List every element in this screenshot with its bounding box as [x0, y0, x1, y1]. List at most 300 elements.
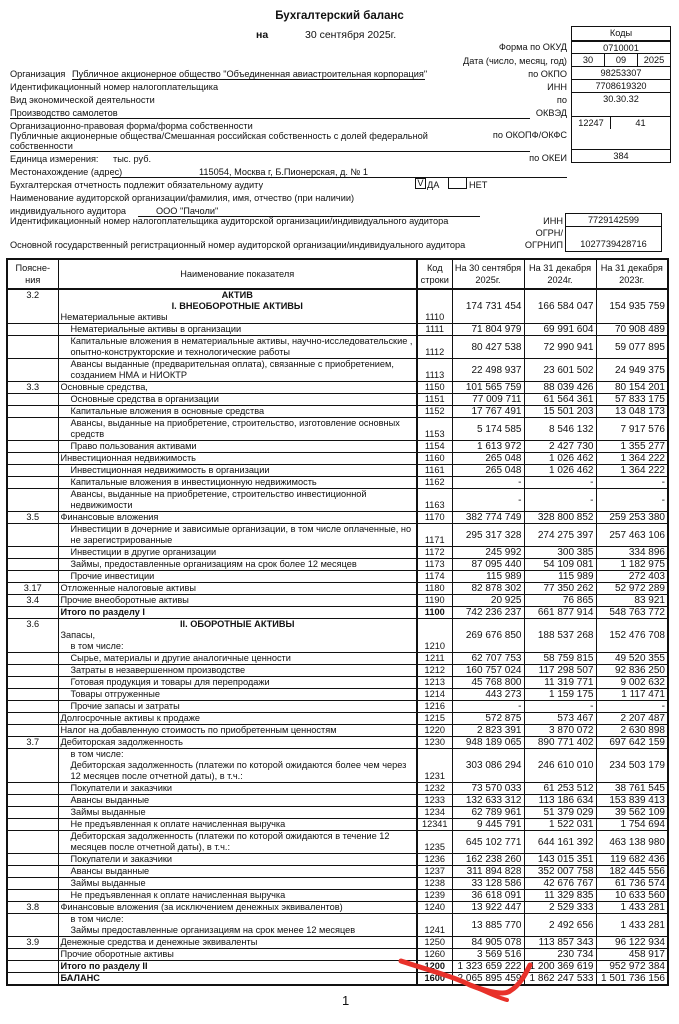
row-indicator-name — [58, 949, 417, 961]
row-line-code: 1241 — [417, 914, 452, 937]
audit-label: Бухгалтерская отчетность подлежит обязательному аудиту — [10, 180, 264, 190]
value-dec-2023: 59 077 895 — [596, 336, 668, 359]
table-row — [7, 394, 668, 406]
value-sep-2025: 33 128 586 — [452, 878, 524, 890]
value-sep-2025: 13 922 447 — [452, 902, 524, 914]
value-dec-2024: 1 522 031 — [524, 819, 596, 831]
value-sep-2025: 101 565 759 — [452, 382, 524, 394]
row-line-code: 1212 — [417, 665, 452, 677]
row-indicator-name — [58, 737, 417, 749]
value-dec-2024: 2 427 730 — [524, 441, 596, 453]
value-dec-2023: 24 949 375 — [596, 359, 668, 382]
auditor-inn-code-label: ИНН — [543, 216, 563, 226]
row-explanation — [7, 890, 58, 902]
table-row — [7, 665, 668, 677]
section-heading: I. ВНЕОБОРОТНЫЕ АКТИВЫ — [171, 301, 303, 311]
table-row — [7, 441, 668, 453]
row-line-code: 1216 — [417, 701, 452, 713]
auditor-ogrn-code-label-2: ОГРНИП — [524, 240, 563, 250]
row-explanation — [7, 406, 58, 418]
value-dec-2024: 115 989 — [524, 571, 596, 583]
row-line-code: 1100 — [417, 607, 452, 619]
indicator-text: Авансы выданные (предварительная оплата), связанные с приобретением, созданием НМА и НИОКТР — [70, 359, 394, 380]
value-dec-2023: 1 182 975 — [596, 559, 668, 571]
value-dec-2023: - — [596, 489, 668, 512]
table-row — [7, 619, 668, 653]
value-dec-2024: 69 991 604 — [524, 324, 596, 336]
row-indicator-name — [58, 619, 417, 653]
row-explanation: 3.8 — [7, 902, 58, 914]
row-line-code: 1232 — [417, 783, 452, 795]
value-dec-2023: 7 917 576 — [596, 418, 668, 441]
value-dec-2023: 697 642 159 — [596, 737, 668, 749]
value-sep-2025: 443 273 — [452, 689, 524, 701]
table-row — [7, 831, 668, 854]
row-explanation — [7, 749, 58, 783]
table-row — [7, 973, 668, 986]
value-dec-2023: - — [596, 701, 668, 713]
value-dec-2024: - — [524, 489, 596, 512]
indicator-text: Дебиторская задолженность (платежи по которой ожидаются в течение 12 месяцев после отчетной даты), в т.ч.: — [70, 831, 390, 852]
row-indicator-name — [58, 324, 417, 336]
value-sep-2025: 115 989 — [452, 571, 524, 583]
table-row — [7, 489, 668, 512]
value-dec-2023: 1 355 277 — [596, 441, 668, 453]
table-row — [7, 583, 668, 595]
value-sep-2025: 382 774 749 — [452, 512, 524, 524]
value-sep-2025: 269 676 850 — [452, 619, 524, 653]
table-row — [7, 406, 668, 418]
indicator-text: БАЛАНС — [60, 973, 100, 983]
table-row — [7, 547, 668, 559]
table-row — [7, 559, 668, 571]
row-explanation — [7, 359, 58, 382]
row-indicator-name — [58, 653, 417, 665]
row-explanation — [7, 571, 58, 583]
row-indicator-name — [58, 973, 417, 986]
row-indicator-name — [58, 665, 417, 677]
table-row — [7, 689, 668, 701]
indicator-text: Займы предоставленные организациям на срок менее 12 месяцев — [70, 925, 356, 935]
row-explanation — [7, 324, 58, 336]
okei-code: 384 — [572, 149, 670, 162]
row-explanation — [7, 961, 58, 973]
org-label: Организация — [10, 69, 66, 79]
value-dec-2023: 9 002 632 — [596, 677, 668, 689]
row-explanation — [7, 394, 58, 406]
indicator-text: Нематериальные активы в организации — [70, 324, 242, 334]
header-dec-2024: На 31 декабря 2024г. — [524, 259, 596, 289]
row-indicator-name — [58, 607, 417, 619]
value-dec-2024: 58 759 815 — [524, 653, 596, 665]
row-line-code: 1240 — [417, 902, 452, 914]
row-explanation — [7, 949, 58, 961]
value-dec-2024: 2 492 656 — [524, 914, 596, 937]
row-explanation — [7, 973, 58, 986]
value-sep-2025: 77 009 711 — [452, 394, 524, 406]
row-indicator-name — [58, 441, 417, 453]
value-dec-2024: 51 379 029 — [524, 807, 596, 819]
row-line-code: 1172 — [417, 547, 452, 559]
unit-label: Единица измерения: — [10, 154, 99, 164]
row-line-code: 1171 — [417, 524, 452, 547]
row-explanation — [7, 783, 58, 795]
activity-value: Производство самолетов — [10, 108, 530, 119]
inn-code-label: ИНН — [547, 82, 567, 92]
row-explanation — [7, 559, 58, 571]
table-row — [7, 324, 668, 336]
indicator-text: Основные средства, — [60, 382, 148, 392]
value-dec-2024: 3 870 072 — [524, 725, 596, 737]
value-sep-2025: 62 707 753 — [452, 653, 524, 665]
value-sep-2025: - — [452, 477, 524, 489]
indicator-text: Инвестиции в другие организации — [70, 547, 217, 557]
indicator-text: Капитальные вложения в нематериальные активы, научно-исследовательские , опытно-конструкторские и технологические работы — [70, 336, 413, 357]
audit-no-label: НЕТ — [469, 180, 488, 190]
table-row — [7, 795, 668, 807]
value-sep-2025: 13 885 770 — [452, 914, 524, 937]
table-row — [7, 725, 668, 737]
table-row — [7, 571, 668, 583]
row-line-code: 1162 — [417, 477, 452, 489]
value-dec-2023: 952 972 384 — [596, 961, 668, 973]
header-explanations: Поясне-ния — [7, 259, 58, 289]
row-indicator-name — [58, 725, 417, 737]
indicator-text: Прочие запасы и затраты — [70, 701, 180, 711]
audit-yes-label: ДА — [427, 180, 440, 190]
indicator-text: Нематериальные активы — [60, 312, 168, 322]
table-row — [7, 807, 668, 819]
indicator-text: Авансы выданные — [70, 866, 150, 876]
value-dec-2023: 38 761 545 — [596, 783, 668, 795]
day-code: 30 — [582, 55, 594, 65]
row-indicator-name — [58, 453, 417, 465]
okopf-okfs-code — [572, 116, 670, 149]
row-line-code: 1161 — [417, 465, 452, 477]
value-dec-2024: 1 862 247 533 — [524, 973, 596, 986]
row-explanation — [7, 489, 58, 512]
row-line-code: 1235 — [417, 831, 452, 854]
value-dec-2024: 661 877 914 — [524, 607, 596, 619]
value-dec-2023: 80 154 201 — [596, 382, 668, 394]
auditor-label-2: индивидуального аудитора — [10, 206, 127, 216]
row-indicator-name — [58, 878, 417, 890]
row-explanation: 3.17 — [7, 583, 58, 595]
row-line-code: 1150 — [417, 382, 452, 394]
row-explanation — [7, 795, 58, 807]
table-row — [7, 854, 668, 866]
value-dec-2024: 8 546 132 — [524, 418, 596, 441]
page-number: 1 — [342, 993, 350, 1008]
row-indicator-name — [58, 359, 417, 382]
okpo-code: 98253307 — [572, 66, 670, 79]
value-sep-2025: 71 804 979 — [452, 324, 524, 336]
row-line-code: 1113 — [417, 359, 452, 382]
row-line-code: 1160 — [417, 453, 452, 465]
row-line-code: 1237 — [417, 866, 452, 878]
auditor-ogrn-code-label-1: ОГРН/ — [535, 228, 563, 238]
header-dec-2023: На 31 декабря 2023г. — [596, 259, 668, 289]
value-sep-2025: 303 086 294 — [452, 749, 524, 783]
activity-label: Вид экономической деятельности — [10, 95, 155, 105]
auditor-inn-label: Идентификационный номер налогоплательщика аудиторской организации/индивидуального аудитора — [10, 216, 449, 226]
value-dec-2023: 1 501 736 156 — [596, 973, 668, 986]
value-dec-2024: 230 734 — [524, 949, 596, 961]
value-sep-2025: 84 905 078 — [452, 937, 524, 949]
table-row — [7, 819, 668, 831]
row-indicator-name — [58, 571, 417, 583]
table-row — [7, 749, 668, 783]
indicator-text: Отложенные налоговые активы — [60, 583, 197, 593]
value-sep-2025: 82 878 302 — [452, 583, 524, 595]
row-explanation — [7, 677, 58, 689]
indicator-text: Капитальные вложения в основные средства — [70, 406, 265, 416]
value-dec-2024: 300 385 — [524, 547, 596, 559]
value-sep-2025: 45 768 800 — [452, 677, 524, 689]
value-sep-2025: - — [452, 489, 524, 512]
header-line-code: Код строки — [417, 259, 452, 289]
row-indicator-name — [58, 559, 417, 571]
value-sep-2025: 22 498 937 — [452, 359, 524, 382]
table-row — [7, 465, 668, 477]
row-indicator-name — [58, 547, 417, 559]
value-dec-2024: 72 990 941 — [524, 336, 596, 359]
row-explanation — [7, 701, 58, 713]
row-explanation — [7, 665, 58, 677]
value-dec-2023: 10 633 560 — [596, 890, 668, 902]
row-line-code: 1239 — [417, 890, 452, 902]
row-line-code: 12341 — [417, 819, 452, 831]
row-explanation — [7, 854, 58, 866]
inn-label: Идентификационный номер налогоплательщика — [10, 82, 219, 92]
value-sep-2025: 1 613 972 — [452, 441, 524, 453]
value-dec-2023: 234 503 179 — [596, 749, 668, 783]
row-indicator-name — [58, 477, 417, 489]
inn-code: 7708619320 — [572, 79, 670, 92]
row-indicator-name — [58, 902, 417, 914]
value-dec-2023: 83 921 — [596, 595, 668, 607]
table-row — [7, 783, 668, 795]
row-indicator-name — [58, 465, 417, 477]
value-dec-2024: 113 857 343 — [524, 937, 596, 949]
row-line-code: 1215 — [417, 713, 452, 725]
row-indicator-name — [58, 914, 417, 937]
including-label: в том числе: — [70, 749, 124, 759]
row-indicator-name — [58, 866, 417, 878]
row-explanation — [7, 878, 58, 890]
value-dec-2023: 96 122 934 — [596, 937, 668, 949]
indicator-text: Займы, предоставленные организациям на срок более 12 месяцев — [70, 559, 357, 569]
indicator-text: Инвестиционная недвижимость в организации — [70, 465, 270, 475]
value-dec-2024: 328 800 852 — [524, 512, 596, 524]
row-explanation — [7, 607, 58, 619]
row-line-code: 1211 — [417, 653, 452, 665]
indicator-text: Не предъявленная к оплате начисленная выручка — [70, 819, 286, 829]
table-row — [7, 713, 668, 725]
document-title: Бухгалтерский баланс — [275, 10, 404, 22]
value-sep-2025: 160 757 024 — [452, 665, 524, 677]
value-dec-2023: 1 433 281 — [596, 902, 668, 914]
row-indicator-name — [58, 807, 417, 819]
value-sep-2025: 9 445 791 — [452, 819, 524, 831]
okved-label-2: ОКВЭД — [535, 108, 567, 118]
table-row — [7, 359, 668, 382]
codes-header: Коды — [609, 28, 633, 38]
value-sep-2025: 2 823 391 — [452, 725, 524, 737]
row-indicator-name — [58, 382, 417, 394]
row-explanation — [7, 441, 58, 453]
indicator-text: Сырье, материалы и другие аналогичные ценности — [70, 653, 291, 663]
value-dec-2023: - — [596, 477, 668, 489]
indicator-text: Товары отгруженные — [70, 689, 160, 699]
table-header-row — [7, 259, 668, 289]
balance-table — [6, 258, 669, 986]
value-dec-2024: 246 610 010 — [524, 749, 596, 783]
value-dec-2023: 119 682 436 — [596, 854, 668, 866]
header-indicator-name: Наименование показателя — [58, 259, 417, 289]
row-explanation — [7, 725, 58, 737]
table-row — [7, 701, 668, 713]
indicator-text: Долгосрочные активы к продаже — [60, 713, 200, 723]
value-sep-2025: 5 174 585 — [452, 418, 524, 441]
indicator-text: Запасы, — [60, 630, 95, 640]
row-indicator-name — [58, 394, 417, 406]
value-dec-2024: 143 015 351 — [524, 854, 596, 866]
date-prefix: на — [256, 29, 269, 41]
row-line-code: 1154 — [417, 441, 452, 453]
including-label: в том числе: — [70, 641, 124, 651]
value-sep-2025: - — [452, 701, 524, 713]
okfs-code: 41 — [610, 117, 670, 129]
row-indicator-name — [58, 677, 417, 689]
value-dec-2024: 1 026 462 — [524, 453, 596, 465]
row-indicator-name — [58, 795, 417, 807]
table-row — [7, 866, 668, 878]
row-indicator-name — [58, 783, 417, 795]
value-dec-2023: 2 630 898 — [596, 725, 668, 737]
row-explanation — [7, 819, 58, 831]
indicator-text: Покупатели и заказчики — [70, 783, 172, 793]
indicator-text: Авансы, выданные на приобретение, строительство, изготовление основных средств — [70, 418, 400, 439]
value-dec-2023: 152 476 708 — [596, 619, 668, 653]
table-row — [7, 914, 668, 937]
value-dec-2023: 1 117 471 — [596, 689, 668, 701]
audit-yes-checkbox[interactable]: V — [415, 178, 426, 189]
codes-box — [571, 26, 671, 163]
auditor-ogrn: 1027739428716 — [565, 227, 662, 252]
table-row — [7, 336, 668, 359]
value-dec-2024: 166 584 047 — [524, 289, 596, 324]
auditor-inn: 7729142599 — [565, 213, 662, 227]
row-line-code: 1260 — [417, 949, 452, 961]
indicator-text: Авансы, выданные на приобретение, строительство инвестиционной недвижимости — [70, 489, 367, 510]
value-dec-2024: 113 186 634 — [524, 795, 596, 807]
header-sep-2025: На 30 сентября 2025г. — [452, 259, 524, 289]
value-sep-2025: 1 323 659 222 — [452, 961, 524, 973]
value-sep-2025: 162 238 260 — [452, 854, 524, 866]
indicator-text: Займы выданные — [70, 878, 146, 888]
date-label: Дата (число, месяц, год) — [463, 56, 567, 66]
row-line-code: 1250 — [417, 937, 452, 949]
table-row — [7, 524, 668, 547]
indicator-text: Займы выданные — [70, 807, 146, 817]
row-indicator-name — [58, 713, 417, 725]
audit-no-checkbox[interactable] — [448, 178, 467, 189]
row-line-code: 1190 — [417, 595, 452, 607]
value-sep-2025: 62 789 961 — [452, 807, 524, 819]
value-dec-2023: 70 908 489 — [596, 324, 668, 336]
row-explanation — [7, 524, 58, 547]
section-heading: II. ОБОРОТНЫЕ АКТИВЫ — [180, 619, 295, 629]
value-sep-2025: 17 767 491 — [452, 406, 524, 418]
value-dec-2023: 154 935 759 — [596, 289, 668, 324]
indicator-text: Основные средства в организации — [70, 394, 219, 404]
indicator-text: Прочие инвестиции — [70, 571, 155, 581]
including-label: в том числе: — [70, 914, 124, 924]
row-explanation — [7, 336, 58, 359]
table-row — [7, 937, 668, 949]
value-dec-2024: 1 026 462 — [524, 465, 596, 477]
row-indicator-name — [58, 289, 417, 324]
value-sep-2025: 80 427 538 — [452, 336, 524, 359]
row-indicator-name — [58, 831, 417, 854]
month-code: 09 — [604, 54, 637, 66]
address-label: Местонахождение (адрес) — [10, 167, 123, 177]
value-sep-2025: 265 048 — [452, 453, 524, 465]
unit-value: тыс. руб. — [113, 154, 152, 164]
value-dec-2023: 334 896 — [596, 547, 668, 559]
okopf-label: по ОКОПФ/ОКФС — [492, 130, 567, 140]
row-line-code: 1200 — [417, 961, 452, 973]
row-indicator-name — [58, 524, 417, 547]
row-line-code: 1111 — [417, 324, 452, 336]
indicator-text: Финансовые вложения (за исключением денежных эквивалентов) — [60, 902, 343, 912]
indicator-text: Право пользования активами — [70, 441, 197, 451]
table-row — [7, 418, 668, 441]
legal-form-value-1: Публичные акционерные общества/Смешанная российская собственность с долей федеральной — [10, 131, 428, 141]
row-line-code: 1180 — [417, 583, 452, 595]
indicator-text: Не предъявленная к оплате начисленная выручка — [70, 890, 286, 900]
indicator-text: Денежные средства и денежные эквиваленты — [60, 937, 258, 947]
okopf-code: 12247 — [578, 118, 604, 128]
row-indicator-name — [58, 819, 417, 831]
table-row — [7, 737, 668, 749]
row-line-code: 1214 — [417, 689, 452, 701]
row-line-code: 1220 — [417, 725, 452, 737]
value-dec-2024: 61 253 512 — [524, 783, 596, 795]
table-row — [7, 949, 668, 961]
row-line-code: 1170 — [417, 512, 452, 524]
table-row — [7, 512, 668, 524]
value-dec-2024: 88 039 426 — [524, 382, 596, 394]
table-row — [7, 382, 668, 394]
value-dec-2024: 42 676 767 — [524, 878, 596, 890]
row-explanation: 3.9 — [7, 937, 58, 949]
row-indicator-name — [58, 583, 417, 595]
row-explanation — [7, 831, 58, 854]
value-dec-2023: 182 445 556 — [596, 866, 668, 878]
indicator-text: Итого по разделу I — [60, 607, 145, 617]
okved-code: 30.30.32 — [572, 92, 670, 116]
row-indicator-name — [58, 961, 417, 973]
section-heading-assets: АКТИВ — [221, 290, 253, 300]
table-row — [7, 878, 668, 890]
row-explanation — [7, 418, 58, 441]
indicator-text: Прочие внеоборотные активы — [60, 595, 189, 605]
value-sep-2025: 73 570 033 — [452, 783, 524, 795]
legal-form-label: Организационно-правовая форма/форма собственности — [10, 121, 253, 131]
row-explanation: 3.4 — [7, 595, 58, 607]
